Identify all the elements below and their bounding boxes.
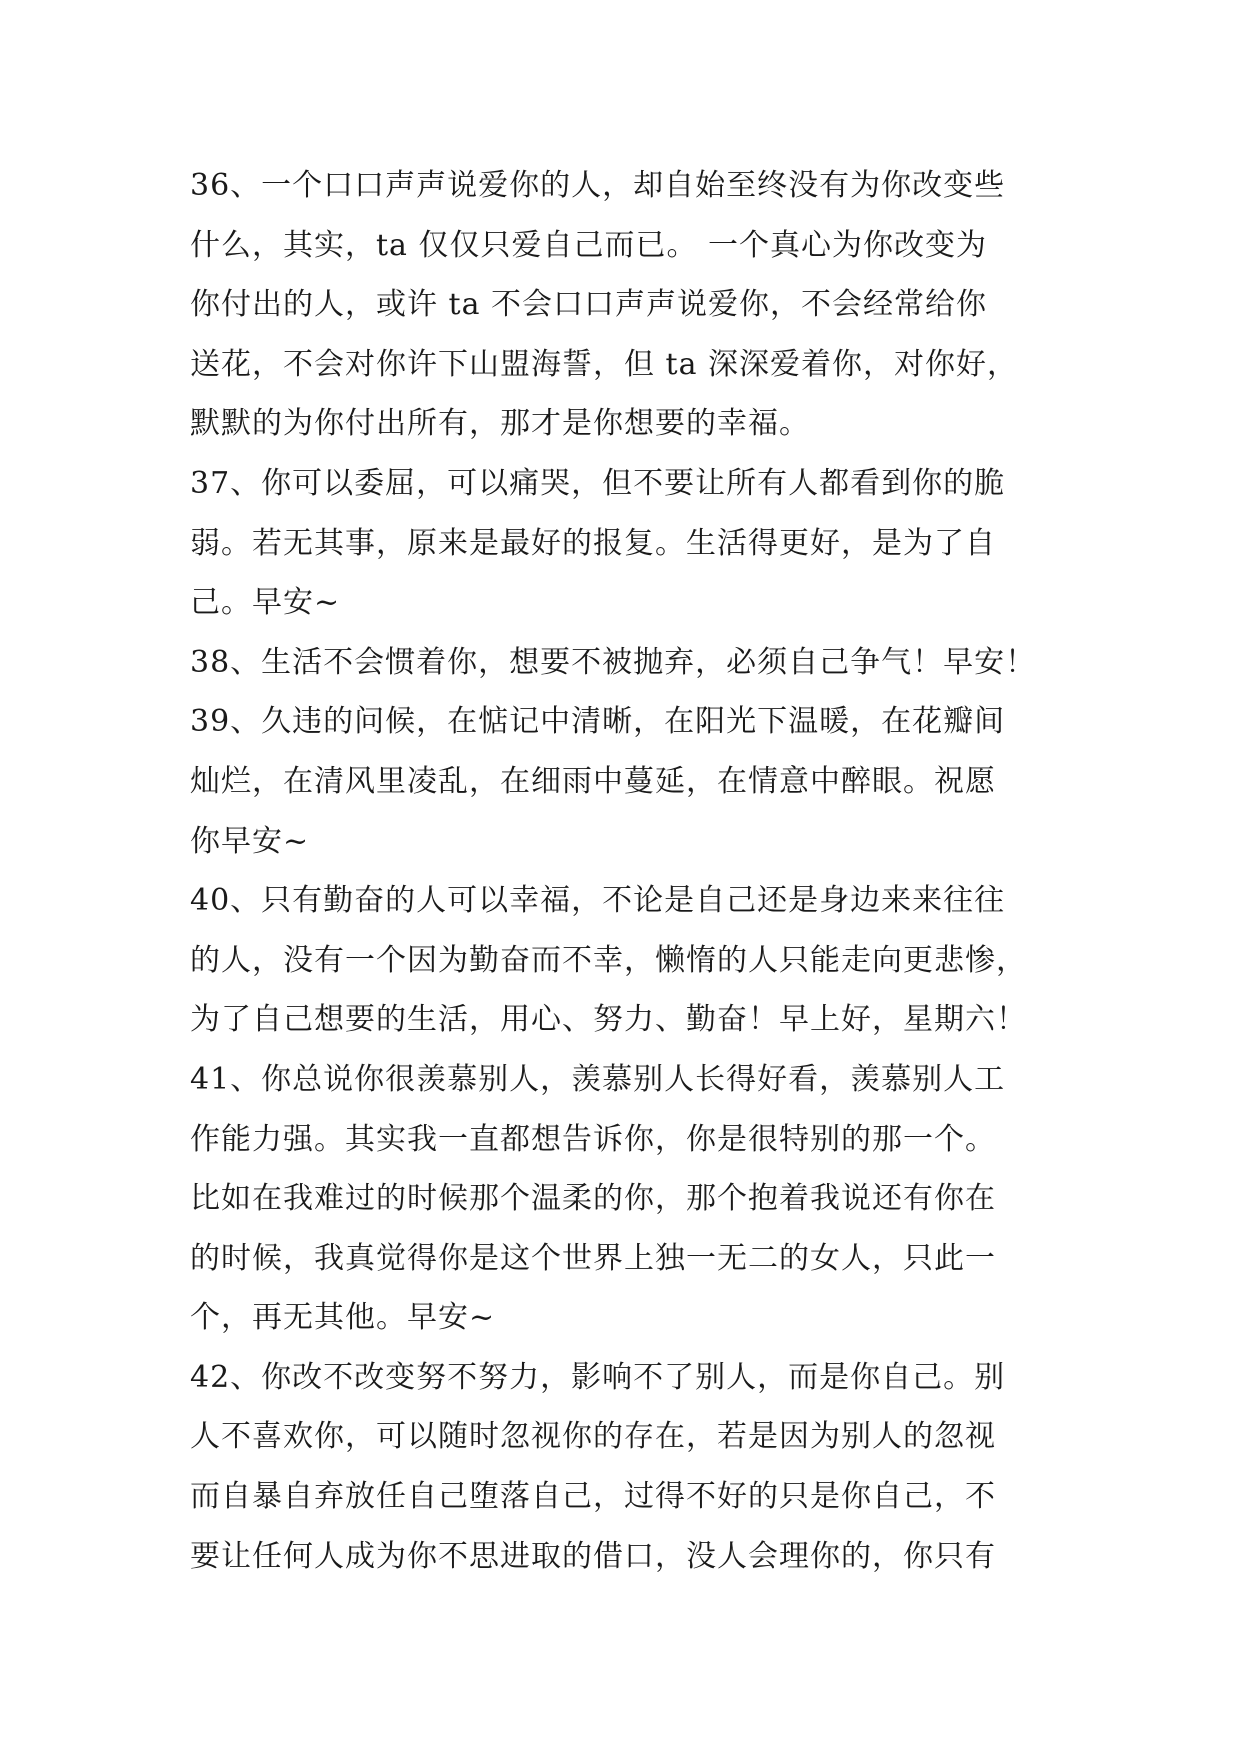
text-line: 己。早安~ [190, 585, 341, 621]
text-line: 你早安~ [190, 823, 310, 859]
text-line: 默默的为你付出所有，那才是你想要的幸福。 [190, 406, 810, 442]
text-line: 38、生活不会惯着你，想要不被抛弃，必须自己争气！早安！ [190, 644, 1037, 680]
text-line: 的时候，我真觉得你是这个世界上独一无二的女人，只此一 [190, 1240, 996, 1276]
text-line: 42、你改不改变努不努力，影响不了别人，而是你自己。别 [190, 1359, 1006, 1395]
text-line: 作能力强。其实我一直都想告诉你，你是很特别的那一个。 [190, 1121, 996, 1157]
text-line: 而自暴自弃放任自己堕落自己，过得不好的只是你自己，不 [190, 1479, 996, 1515]
text-line: 的人，没有一个因为勤奋而不幸，懒惰的人只能走向更悲惨， [190, 942, 1027, 978]
text-line: 送花，不会对你许下山盟海誓，但 ta 深深爱着你，对你好， [190, 346, 1019, 382]
document-body [190, 156, 1070, 1586]
text-line: 个，再无其他。早安~ [190, 1300, 496, 1336]
text-line: 人不喜欢你，可以随时忽视你的存在，若是因为别人的忽视 [190, 1419, 996, 1455]
text-line: 39、久违的问候，在惦记中清晰，在阳光下温暖，在花瓣间 [190, 704, 1006, 740]
text-line: 为了自己想要的生活，用心、努力、勤奋！早上好，星期六！ [190, 1002, 1027, 1038]
text-line: 你付出的人，或许 ta 不会口口声声说爱你，不会经常给你 [190, 287, 988, 323]
text-line: 比如在我难过的时候那个温柔的你，那个抱着我说还有你在 [190, 1181, 996, 1217]
text-line: 41、你总说你很羡慕别人，羡慕别人长得好看，羡慕别人工 [190, 1061, 1006, 1097]
text-line: 40、只有勤奋的人可以幸福，不论是自己还是身边来来往往 [190, 883, 1006, 919]
text-line: 36、一个口口声声说爱你的人，却自始至终没有为你改变些 [190, 168, 1006, 203]
text-line: 什么，其实，ta 仅仅只爱自己而已。 一个真心为你改变为 [190, 227, 988, 263]
text-line: 37、你可以委屈，可以痛哭，但不要让所有人都看到你的脆 [190, 465, 1006, 501]
text-line: 弱。若无其事，原来是最好的报复。生活得更好，是为了自 [190, 525, 996, 561]
text-line: 灿烂，在清风里凌乱，在细雨中蔓延，在情意中醉眼。祝愿 [190, 763, 996, 799]
text-line: 要让任何人成为你不思进取的借口，没人会理你的，你只有 [190, 1538, 996, 1574]
